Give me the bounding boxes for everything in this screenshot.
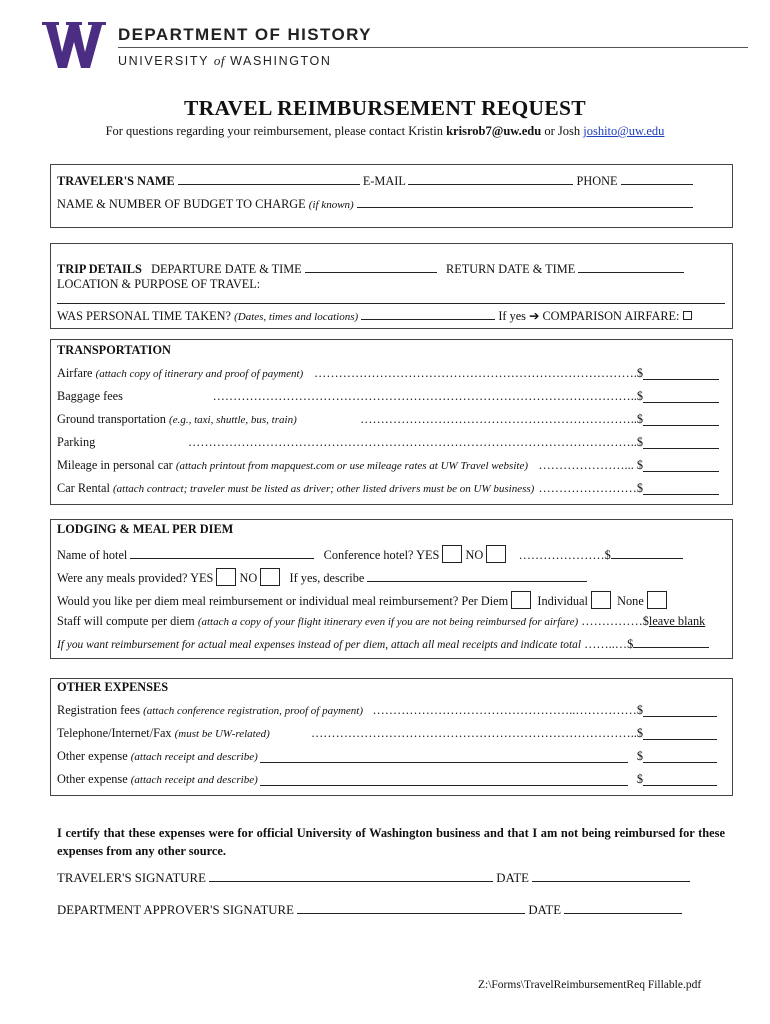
- other-expense-label: Other expense: [57, 772, 128, 786]
- budget-row: NAME & NUMBER OF BUDGET TO CHARGE (if known): [57, 197, 693, 212]
- other-expense-note: (must be UW-related): [174, 728, 270, 740]
- transport-row: [57, 412, 297, 427]
- staff-perdiem-row: Staff will compute per diem (attach a copy of your flight itinerary even if you are not being reimbursed for airfare) ……………$leave blank: [57, 614, 706, 628]
- trip-dates-row: TRIP DETAILS DEPARTURE DATE & TIME RETURN DATE & TIME: [57, 262, 684, 277]
- location-field[interactable]: [57, 303, 725, 304]
- transport-leader-dots: …………………………………………………………..$: [360, 412, 643, 426]
- personal-time-row: WAS PERSONAL TIME TAKEN? (Dates, times and locations) If yes ➔ COMPARISON AIRFARE:: [57, 309, 692, 324]
- other-expense-note: (attach conference registration, proof of payment): [143, 705, 364, 717]
- transport-amount-field[interactable]: [643, 471, 719, 472]
- file-path-footer: Z:\Forms\TravelReimbursementReq Fillable.pdf: [478, 979, 702, 991]
- uw-logo-icon: [42, 22, 106, 68]
- approver-signature-row: DEPARTMENT APPROVER'S SIGNATURE DATE: [57, 903, 682, 918]
- transport-label: Ground transportation: [57, 412, 166, 426]
- meals-row: Were any meals provided? YES NO If yes, describe: [57, 568, 587, 586]
- conference-yes-checkbox[interactable]: [442, 545, 462, 563]
- hotel-name-field[interactable]: [130, 548, 314, 559]
- other-expense-leader-dots: ……………………………………………………………………..$: [310, 726, 643, 740]
- transport-leader-dots: ……………………$: [538, 481, 643, 495]
- contact-email-josh[interactable]: joshito@uw.edu: [583, 124, 665, 138]
- page-title: TRAVEL REIMBURSEMENT REQUEST: [184, 96, 586, 120]
- budget-field[interactable]: [357, 197, 693, 208]
- transport-note: (e.g., taxi, shuttle, bus, train): [169, 414, 297, 426]
- transport-note: (attach printout from mapquest.com or use mileage rates at UW Travel website): [175, 460, 528, 472]
- transport-amount-field[interactable]: [643, 494, 719, 495]
- header-divider: [118, 47, 748, 48]
- traveler-signature-field[interactable]: [209, 871, 493, 882]
- other-expense-leader-dots: …………………………………………..……………$: [372, 703, 643, 717]
- phone-field[interactable]: [621, 174, 693, 185]
- email-field[interactable]: [408, 174, 573, 185]
- contact-email-kristin[interactable]: krisrob7@uw.edu: [446, 124, 542, 138]
- other-expense-amount-field[interactable]: [643, 716, 717, 717]
- approver-signature-field[interactable]: [297, 903, 525, 914]
- transport-leader-dots: …………………………………………………………………………………………..$: [212, 389, 643, 403]
- actual-meals-amount-field[interactable]: [633, 637, 709, 648]
- transport-amount-field[interactable]: [643, 425, 719, 426]
- other-expense-row: [57, 772, 258, 787]
- arrow-right-icon: ➔: [529, 309, 540, 323]
- lodging-heading: LODGING & MEAL PER DIEM: [57, 522, 234, 536]
- transport-row: [57, 389, 123, 404]
- transport-amount-field[interactable]: [643, 379, 719, 380]
- transportation-heading: TRANSPORTATION: [57, 343, 171, 357]
- other-expense-describe-field[interactable]: [260, 785, 628, 786]
- transport-label: Mileage in personal car: [57, 458, 173, 472]
- other-expense-row: [57, 703, 363, 718]
- transport-leader-dots: …………………... $: [538, 458, 643, 472]
- other-expense-leader-dots: $: [636, 772, 643, 786]
- other-expense-row: [57, 749, 258, 764]
- individual-checkbox[interactable]: [591, 591, 611, 609]
- transport-note: (attach copy of itinerary and proof of payment): [95, 368, 304, 380]
- transport-label: Airfare: [57, 366, 93, 380]
- other-expense-amount-field[interactable]: [643, 762, 717, 763]
- other-expense-note: (attach receipt and describe): [130, 751, 258, 763]
- other-expense-describe-field[interactable]: [260, 762, 628, 763]
- transport-note: (attach contract; traveler must be listed as driver; other listed drivers must be on UW business): [113, 483, 535, 495]
- department-name: DEPARTMENT OF HISTORY: [118, 25, 372, 44]
- none-checkbox[interactable]: [647, 591, 667, 609]
- actual-meals-row: If you want reimbursement for actual meal expenses instead of per diem, attach all meal receipts and indicate total ……..…$: [57, 637, 709, 652]
- transport-row: [57, 366, 303, 381]
- certification-statement: I certify that these expenses were for official University of Washington business and that I am not being reimbursed for these expenses from any other source.: [57, 826, 725, 858]
- approver-date-field[interactable]: [564, 903, 682, 914]
- return-field[interactable]: [578, 262, 684, 273]
- leave-blank-label: leave blank: [648, 614, 706, 628]
- other-expense-note: (attach receipt and describe): [130, 774, 258, 786]
- transport-label: Car Rental: [57, 481, 110, 495]
- transport-row: [57, 481, 534, 496]
- transport-row: [57, 458, 528, 473]
- traveler-row: TRAVELER'S NAME E-MAIL PHONE: [57, 174, 693, 189]
- departure-field[interactable]: [305, 262, 437, 273]
- other-expense-leader-dots: $: [636, 749, 643, 763]
- transport-amount-field[interactable]: [643, 402, 719, 403]
- transport-leader-dots: ………………………………………………………………………………………………..$: [188, 435, 643, 449]
- contact-line: For questions regarding your reimbursement, please contact Kristin krisrob7@uw.edu or Josh joshito@uw.edu: [105, 124, 665, 138]
- traveler-date-field[interactable]: [532, 871, 690, 882]
- perdiem-checkbox[interactable]: [511, 591, 531, 609]
- transport-label: Baggage fees: [57, 389, 123, 403]
- location-label: LOCATION & PURPOSE OF TRAVEL:: [57, 277, 261, 291]
- traveler-signature-row: TRAVELER'S SIGNATURE DATE: [57, 871, 690, 886]
- meals-no-checkbox[interactable]: [260, 568, 280, 586]
- perdiem-row: Would you like per diem meal reimbursement or individual meal reimbursement? Per Diem Individual None: [57, 591, 667, 609]
- meals-describe-field[interactable]: [367, 571, 587, 582]
- comparison-airfare-checkbox[interactable]: [683, 311, 692, 320]
- meals-yes-checkbox[interactable]: [216, 568, 236, 586]
- transport-leader-dots: …………………………………………………………………….$: [314, 366, 643, 380]
- hotel-row: Name of hotel Conference hotel? YES NO …………………$: [57, 545, 683, 563]
- traveler-name-field[interactable]: [178, 174, 360, 185]
- hotel-amount-field[interactable]: [611, 548, 683, 559]
- other-expense-label: Other expense: [57, 749, 128, 763]
- transport-amount-field[interactable]: [643, 448, 719, 449]
- conference-no-checkbox[interactable]: [486, 545, 506, 563]
- transport-label: Parking: [57, 435, 96, 449]
- transport-row: [57, 435, 95, 450]
- personal-time-field[interactable]: [361, 309, 495, 320]
- other-expenses-heading: OTHER EXPENSES: [57, 680, 169, 694]
- university-name: UNIVERSITY of WASHINGTON: [118, 53, 332, 68]
- other-expense-amount-field[interactable]: [643, 739, 717, 740]
- other-expense-row: [57, 726, 270, 741]
- other-expense-label: Registration fees: [57, 703, 140, 717]
- other-expense-amount-field[interactable]: [643, 785, 717, 786]
- other-expense-label: Telephone/Internet/Fax: [57, 726, 172, 740]
